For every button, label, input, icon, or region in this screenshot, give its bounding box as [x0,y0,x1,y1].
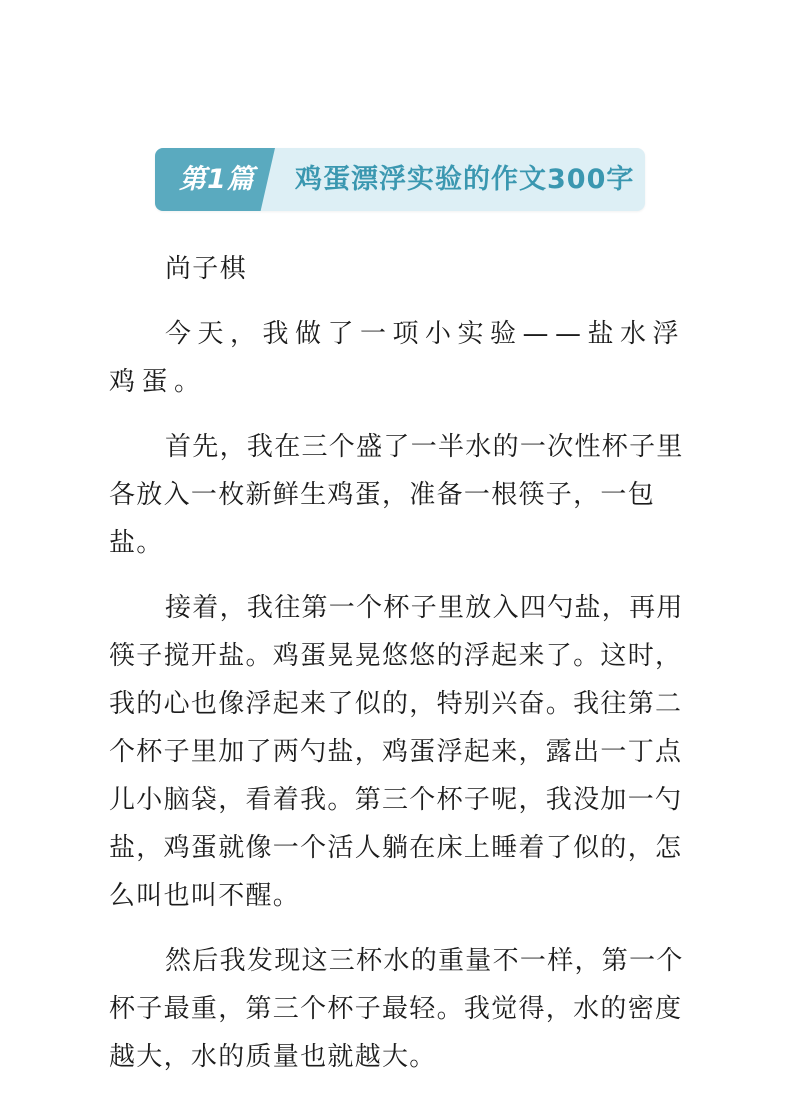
paragraph-1: 今天，我做了一项小实验——盐水浮鸡蛋。 [109,319,686,397]
paragraph-4: 然后我发现这三杯水的重量不一样，第一个杯子最重，第三个杯子最轻。我觉得，水的密度越大，水的质量也就越大。 [109,946,684,1072]
article-title: 鸡蛋漂浮实验的作文300字 [295,164,635,195]
article-body [109,245,691,1098]
author-name: 尚子棋 [165,254,247,284]
paragraph-2: 首先，我在三个盛了一半水的一次性杯子里各放入一枚新鲜生鸡蛋，准备一根筷子，一包盐。 [109,432,684,558]
article-title-banner [155,148,645,211]
chapter-badge-label: 第1篇 [179,164,255,195]
paragraph-3: 接着，我往第一个杯子里放入四勺盐，再用筷子搅开盐。鸡蛋晃晃悠悠的浮起来了。这时，我的心也像浮起来了似的，特别兴奋。我往第二个杯子里加了两勺盐，鸡蛋浮起来，露出一丁点儿小脑袋，看着我。第三个杯子呢，我没加一勺盐，鸡蛋就像一个活人躺在床上睡着了似的，怎么叫也叫不醒。 [109,593,684,911]
